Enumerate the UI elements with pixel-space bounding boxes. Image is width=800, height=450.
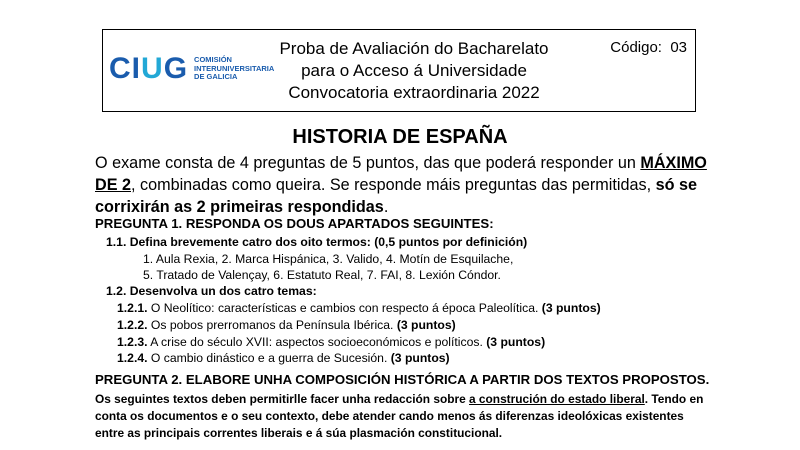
topic-1-2-4: 1.2.4. O cambio dinástico e a guerra de Sucesión. (3 puntos) xyxy=(117,351,450,365)
topic-1-2-1: 1.2.1. O Neolítico: características e cambios con respecto á época Paleolítica. (3 puntos) xyxy=(117,301,601,315)
header-box xyxy=(102,29,696,112)
question-2-title: PREGUNTA 2. ELABORE UNHA COMPOSICIÓN HISTÓRICA A PARTIR DOS TEXTOS PROPOSTOS. xyxy=(95,372,710,387)
exam-code: Código: 03 xyxy=(610,39,687,56)
topic-1-2-3: 1.2.3. A crise do século XVII: aspectos socioeconómicos e políticos. (3 puntos) xyxy=(117,335,546,349)
topic-1-2-2: 1.2.2. Os pobos prerromanos da Península Ibérica. (3 puntos) xyxy=(117,318,456,332)
exam-header-title: Proba de Avaliación do Bacharelato para o Acceso á Universidade Convocatoria extraordinaria 2022 xyxy=(279,39,549,102)
logo-letters: CIUG xyxy=(109,52,189,85)
page-title: HISTORIA DE ESPAÑA xyxy=(292,126,508,148)
terms-line-1: 1. Aula Rexia, 2. Marca Hispánica, 3. Valido, 4. Motín de Esquilache, xyxy=(143,252,514,266)
section-1-2: 1.2. Desenvolva un dos catro temas: xyxy=(106,284,317,298)
question-2-instructions: Os seguintes textos deben permitirlle facer unha redacción sobre a construción do estado liberal. Tendo en conta os documentos e o seu contexto, debe atender cando menos ás diferenzas ideolóxicas existentes entre as principais correntes liberais e á súa plasmación constitucional. xyxy=(95,392,704,440)
section-1-1: 1.1. Defina brevemente catro dos oito termos: (0,5 puntos por definición) xyxy=(106,235,528,249)
terms-line-2: 5. Tratado de Valençay, 6. Estatuto Real, 7. FAI, 8. Lexión Cóndor. xyxy=(143,268,501,282)
ciug-logo xyxy=(109,52,274,86)
logo-org-name: COMISIÓN INTERUNIVERSITARIA DE GALICIA xyxy=(194,55,275,82)
question-1-title: PREGUNTA 1. RESPONDA OS DOUS APARTADOS SEGUINTES: xyxy=(95,216,494,231)
intro-paragraph: O exame consta de 4 preguntas de 5 puntos, das que poderá responder un MÁXIMO DE 2, combinadas como queira. Se responde máis preguntas das permitidas, só se corrixirán as 2 primeiras respondidas. xyxy=(95,154,707,216)
